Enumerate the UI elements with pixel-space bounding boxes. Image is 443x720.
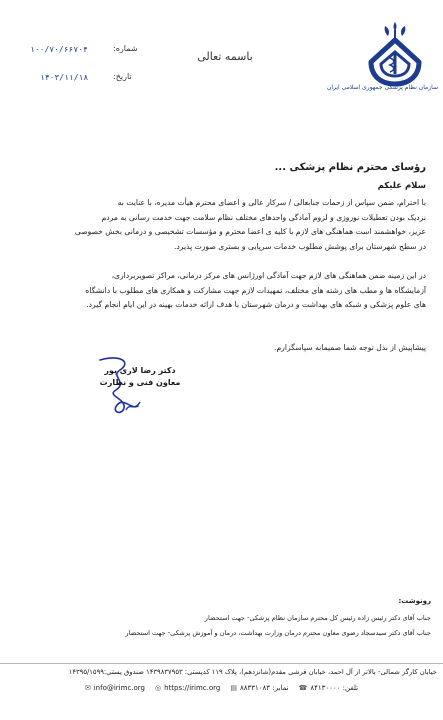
date-label: تاریخ: xyxy=(113,72,132,81)
organization-logo xyxy=(357,18,433,116)
bismillah-heading: باسمه تعالی xyxy=(197,50,253,63)
footer-email[interactable]: ✉ info@irimc.org xyxy=(84,684,146,692)
organization-caption: سازمان نظام پزشکی جمهوری اسلامی ایران xyxy=(326,84,438,91)
paragraph-line: نزدیک بودن تعطیلات نوروزی و لزوم آمادگی واحدهای مختلف نظام سلامت جهت خدمت رسانی به مردم xyxy=(101,212,426,222)
email-icon: ✉ xyxy=(84,684,91,692)
addressee: رؤسای محترم نظام پزشکی ... xyxy=(274,162,426,173)
signatory-title: معاون فنی و نظارت xyxy=(99,378,181,387)
paragraph-line: آزمایشگاه ها و مطب های رشته های مختلف، تمهیدات لازم جهت مشارکت و همکاری های مطلوب با دانشگاه xyxy=(85,285,426,295)
copies-label: رونوشت: xyxy=(398,597,431,605)
paragraph-2 xyxy=(16,269,426,313)
paragraph-line: های علوم پزشکی و شبکه های بهداشت و درمان شهرستان با هدف ارائه خدمات بهینه در این ایام انجام گیرد. xyxy=(86,300,426,310)
footer-fax: ▤ نمابر: ۸۸۳۳۱۰۸۳ xyxy=(230,684,289,692)
number-value: ۱۰۰/۷۰/۶۶۷۰۴ xyxy=(30,45,88,54)
greeting: سلام علیکم xyxy=(377,181,426,191)
copy-recipient: جناب آقای دکتر رئیس زاده رئیس کل محترم سازمان نظام پزشکی- جهت استحضار xyxy=(204,614,431,622)
footer-phone: ☎ تلفن: ۸۴۱۳۰۰۰۰ xyxy=(298,684,359,692)
paragraph-line: عزیز، خواهشمند است هماهنگی های لازم با کلیه ی اعضا محترم و مؤسسات تشخیصی و درمانی بخش خصوصی xyxy=(74,227,426,237)
closing-line: پیشاپیش از بذل توجه شما صمیمانه سپاسگزارم. xyxy=(274,343,426,352)
globe-icon: ◎ xyxy=(155,684,162,692)
footer-divider xyxy=(0,663,443,664)
paragraph-line: در این زمینه ضمن هماهنگی های لازم جهت آمادگی اورژانس های مرکز درمانی، مراکز تصویربرداری، xyxy=(111,271,426,280)
paragraph-line: با احترام، ضمن سپاس از زحمات جنابعالی / سرکار عالی و اعضای محترم هیأت مدیره، با عنایت به xyxy=(117,198,426,207)
paragraph-line: در سطح شهرستان برای پوشش مطلوب خدمات سرپایی و بستری صورت پذیرد. xyxy=(173,241,426,251)
signature-scribble xyxy=(80,352,160,422)
footer-address: خیابان کارگر شمالی- بالاتر از آل احمد، خیابان فرشی مقدم(شانزدهم)، پلاک ۱۱۹ کدپستی: ۱۴۳۹۸۳۷۹۵۳ صندوق پستی:۱۴۳۹۵/۱۵۹۹ xyxy=(68,668,437,676)
fax-icon: ▤ xyxy=(230,684,237,692)
signatory-name: دکتر رضا لاری پور xyxy=(104,366,176,375)
number-label: شماره: xyxy=(113,44,138,53)
date-value: ۱۴۰۳/۱۱/۱۸ xyxy=(40,73,89,82)
copy-recipient: جناب آقای دکتر سیدسجاد رضوی معاون محترم درمان وزارت بهداشت، درمان و آموزش پزشکی- جهت استحضار xyxy=(125,629,431,637)
footer-contacts xyxy=(0,684,443,692)
paragraph-1 xyxy=(16,196,426,254)
footer-website[interactable]: ◎ https://irimc.org xyxy=(155,684,221,692)
phone-icon: ☎ xyxy=(298,684,308,692)
